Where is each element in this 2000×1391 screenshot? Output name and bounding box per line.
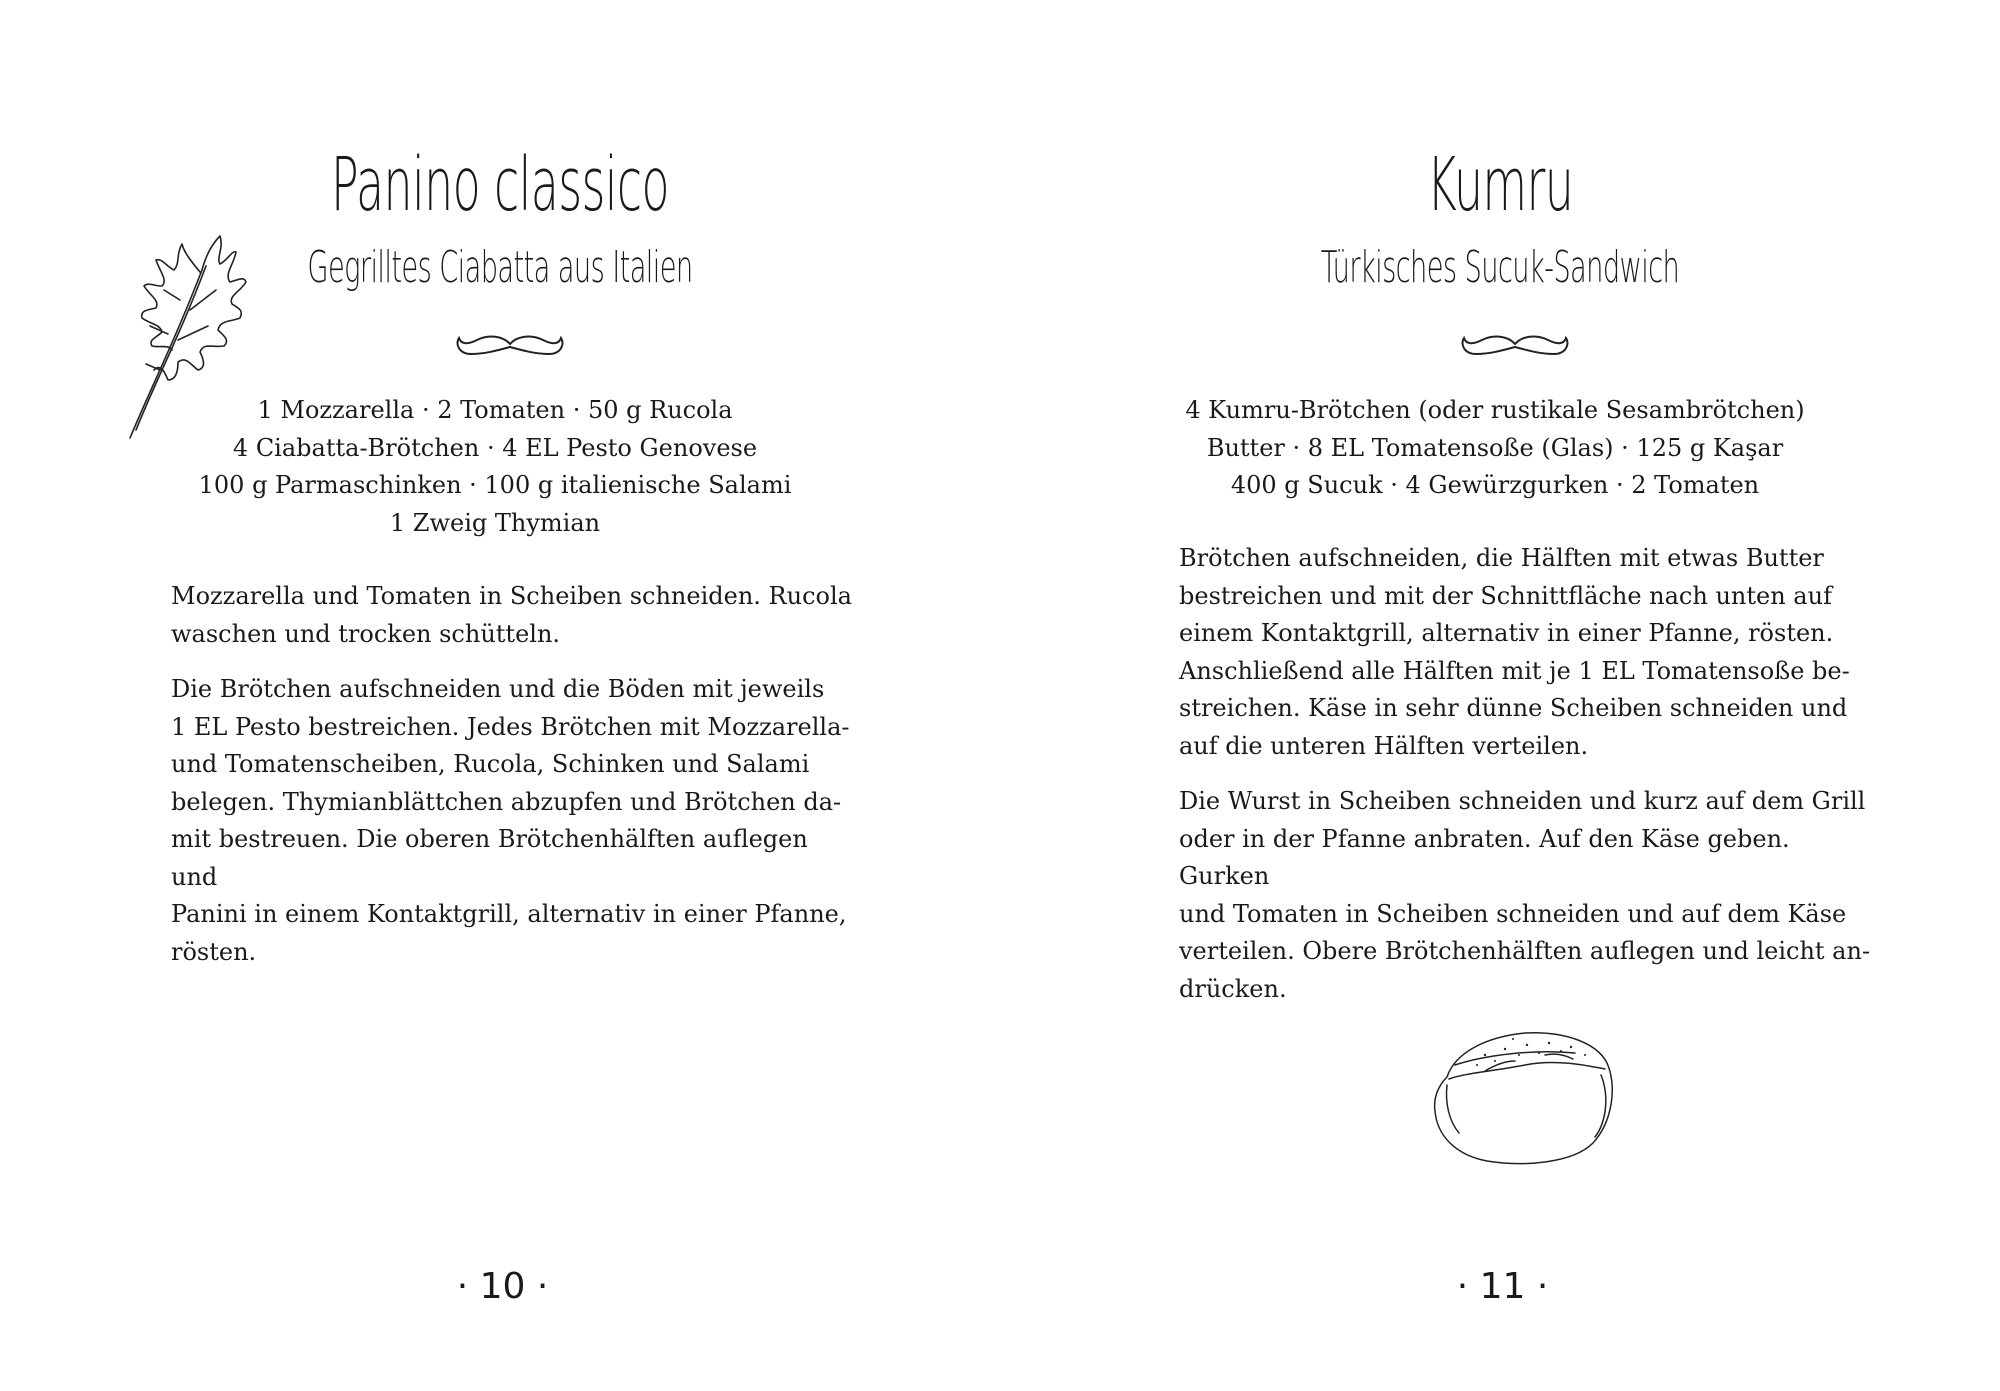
ingredient-line: 4 Ciabatta-Brötchen · 4 EL Pesto Genovese: [232, 433, 758, 462]
method-paragraph: [1179, 540, 1879, 765]
recipe-subtitle: Türkisches Sucuk-Sandwich: [1320, 242, 1680, 293]
recipe-subtitle: Gegrilltes Ciabatta aus Italien: [307, 242, 693, 293]
recipe-title: Kumru: [1426, 142, 1574, 228]
text-line: mit bestreuen. Die oberen Brötchenhälften auflegen und: [171, 825, 808, 891]
text-line: und Tomaten in Scheiben schneiden und auf dem Käse: [1179, 899, 1847, 928]
text-line: Brötchen aufschneiden, die Hälften mit etwas Butter: [1179, 544, 1824, 572]
text-line: 1 EL Pesto bestreichen. Jedes Brötchen mit Mozzarella-: [171, 712, 850, 741]
text-line: Mozzarella und Tomaten in Scheiben schneiden. Rucola: [171, 582, 852, 610]
mustache-ornament-icon: [1460, 330, 1570, 360]
text-line: Die Brötchen aufschneiden und die Böden mit jeweils: [171, 675, 825, 703]
ingredient-line: 4 Kumru-Brötchen (oder rustikale Sesambrötchen): [1185, 396, 1805, 424]
text-line: drücken.: [1179, 974, 1287, 1003]
text-line: rösten.: [171, 937, 257, 966]
mustache-ornament-icon: [455, 330, 565, 360]
ingredient-line: 100 g Parmaschinken · 100 g italienische Salami: [198, 471, 792, 499]
method-paragraph: [171, 578, 861, 653]
text-line: und Tomatenscheiben, Rucola, Schinken und Salami: [171, 750, 810, 778]
right-page: [1000, 0, 2000, 1391]
ingredient-list: [0, 392, 1000, 542]
text-line: streichen. Käse in sehr dünne Scheiben schneiden und: [1179, 694, 1848, 722]
method-paragraph: [171, 671, 861, 971]
recipe-title: Panino classico: [331, 142, 669, 228]
method-text: [171, 578, 861, 989]
bread-roll-icon: [1425, 1025, 1625, 1170]
ingredient-line: 1 Zweig Thymian: [389, 508, 601, 537]
text-line: oder in der Pfanne anbraten. Auf den Käse geben. Gurken: [1179, 824, 1790, 890]
text-line: Panini in einem Kontaktgrill, alternativ in einer Pfanne,: [171, 900, 847, 928]
text-line: auf die unteren Hälften verteilen.: [1179, 731, 1589, 760]
text-line: Anschließend alle Hälften mit je 1 EL Tomatensoße be-: [1179, 656, 1850, 685]
text-line: waschen und trocken schütteln.: [171, 619, 561, 648]
text-line: verteilen. Obere Brötchenhälften auflegen und leicht an-: [1179, 937, 1871, 965]
text-line: bestreichen und mit der Schnittfläche nach unten auf: [1179, 581, 1832, 610]
text-line: Die Wurst in Scheiben schneiden und kurz auf dem Grill: [1179, 787, 1866, 815]
page-number: · 10 ·: [456, 1266, 549, 1307]
ingredient-line: 400 g Sucuk · 4 Gewürzgurken · 2 Tomaten: [1230, 471, 1760, 499]
ingredient-line: Butter · 8 EL Tomatensoße (Glas) · 125 g Kaşar: [1206, 433, 1784, 462]
text-line: belegen. Thymianblättchen abzupfen und Brötchen da-: [171, 787, 842, 816]
ingredient-line: 1 Mozzarella · 2 Tomaten · 50 g Rucola: [257, 396, 733, 424]
method-text: [1179, 540, 1879, 1026]
ingredient-list: [990, 392, 2000, 505]
page-number: · 11 ·: [1456, 1266, 1549, 1307]
text-line: einem Kontaktgrill, alternativ in einer Pfanne, rösten.: [1179, 619, 1834, 647]
method-paragraph: [1179, 783, 1879, 1008]
